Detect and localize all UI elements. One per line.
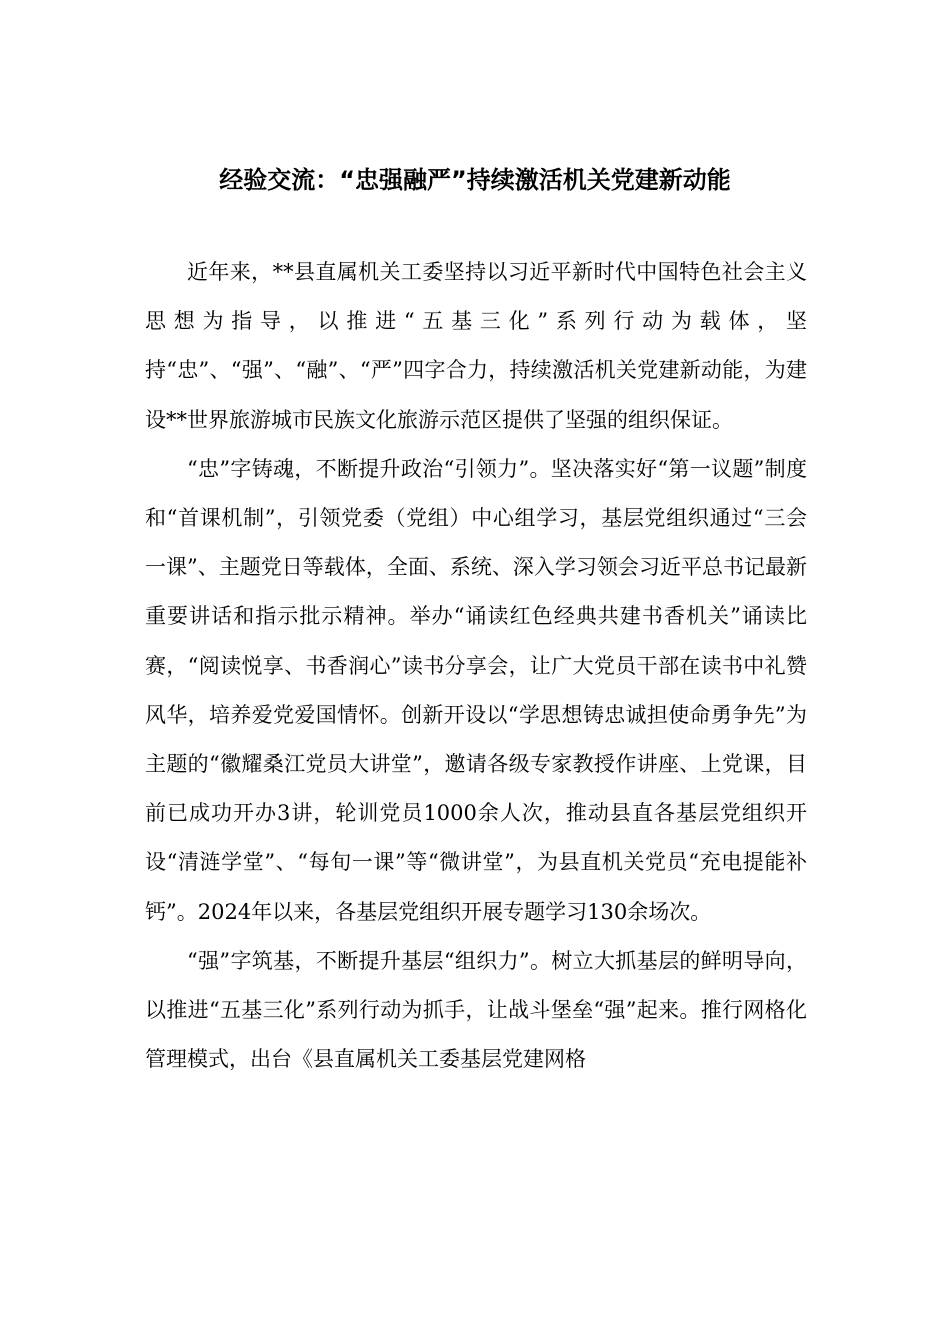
document-body [145, 248, 807, 1084]
paragraph-intro: 近年来，**县直属机关工委坚持以习近平新时代中国特色社会主义思想为指导，以推进“五基三化”系列行动为载体，坚持“忠”、“强”、“融”、“严”四字合力，持续激活机关党建新动能，为建设**世界旅游城市民族文化旅游示范区提供了坚强的组织保证。 [145, 260, 807, 432]
paragraph-loyalty: “忠”字铸魂，不断提升政治“引领力”。坚决落实好“第一议题”制度和“首课机制”，引领党委（党组）中心组学习，基层党组织通过“三会一课”、主题党日等载体，全面、系统、深入学习领会习近平总书记最新重要讲话和指示批示精神。举办“诵读红色经典共建书香机关”诵读比赛，“阅读悦享、书香润心”读书分享会，让广大党员干部在读书中礼赞风华，培养爱党爱国情怀。创新开设以“学思想铸忠诚担使命勇争先”为主题的“徽耀桑江党员大讲堂”，邀请各级专家教授作讲座、上党课，目前已成功开办3讲，轮训党员1000余人次，推动县直各基层党组织开设“清涟学堂”、“每旬一课”等“微讲堂”，为县直机关党员“充电提能补钙”。2024年以来，各基层党组织开展专题学习130余场次。 [145, 456, 807, 924]
document-title: 经验交流：“忠强融严”持续激活机关党建新动能 [219, 166, 731, 194]
paragraph-strength: “强”字筑基，不断提升基层“组织力”。树立大抓基层的鲜明导向，以推进“五基三化”系列行动为抓手，让战斗堡垒“强”起来。推行网格化管理模式，出台《县直属机关工委基层党建网格 [145, 948, 807, 1072]
